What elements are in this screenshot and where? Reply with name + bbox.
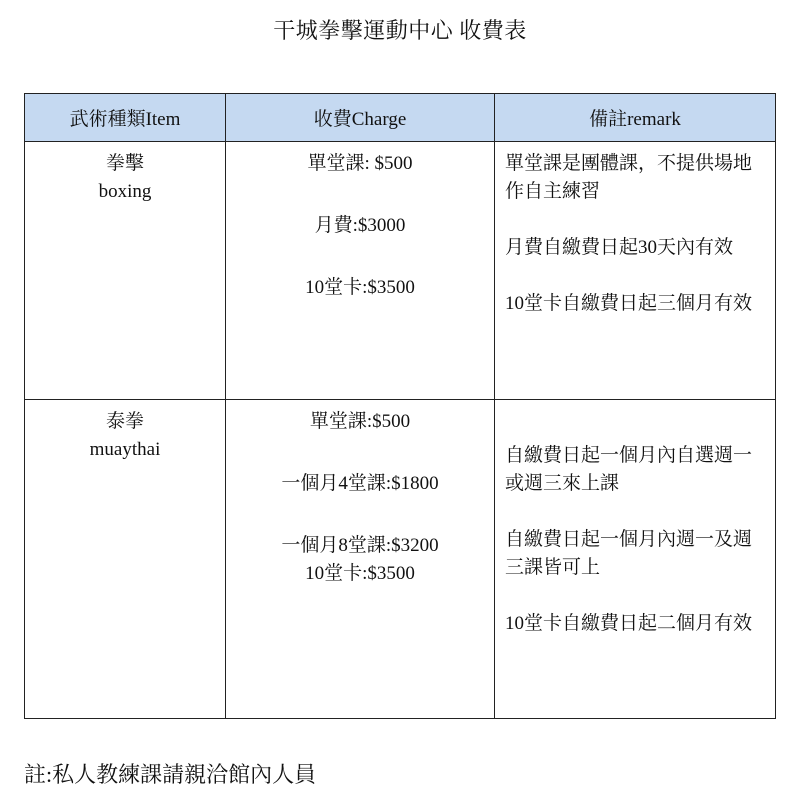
table-header-row (25, 94, 776, 142)
muaythai-charge-single: 單堂課:$500 (309, 411, 411, 432)
muaythai-remark-cell (495, 400, 776, 719)
muaythai-charge-cell (226, 400, 495, 719)
fee-table (24, 93, 776, 719)
muaythai-remark-8-classes: 自繳費日起一個月內週一及週三課皆可上 (505, 529, 753, 578)
table-row-muaythai (25, 400, 776, 719)
muaythai-item-zh: 泰拳 (105, 411, 144, 432)
footnote: 註:私人教練課請親洽館內人員 (24, 762, 317, 787)
muaythai-remark-10-pass: 10堂卡自繳費日起二個月有效 (505, 613, 753, 634)
boxing-charge-10-pass: 10堂卡:$3500 (305, 277, 415, 298)
table-row-boxing (25, 142, 776, 400)
muaythai-charge-8-classes: 一個月8堂課:$3200 (281, 535, 439, 556)
boxing-remark-monthly: 月費自繳費日起30天內有效 (505, 237, 734, 258)
muaythai-remark-4-classes: 自繳費日起一個月內自選週一或週三來上課 (505, 445, 753, 494)
header-item: 武術種類Item (25, 94, 226, 142)
muaythai-charge-10-pass: 10堂卡:$3500 (305, 563, 415, 584)
boxing-charge-cell (226, 142, 495, 400)
boxing-item-cell (25, 142, 226, 400)
boxing-item-en: boxing (98, 181, 152, 202)
page-title: 干城拳擊運動中心 收費表 (273, 18, 527, 43)
header-charge: 收費Charge (226, 94, 495, 142)
boxing-remark-single: 單堂課是團體課，不提供場地作自主練習 (505, 153, 753, 202)
muaythai-item-en: muaythai (89, 439, 161, 460)
header-remark: 備註remark (495, 94, 776, 142)
boxing-item-zh: 拳擊 (105, 153, 144, 174)
boxing-remark-10-pass: 10堂卡自繳費日起三個月有效 (505, 293, 753, 314)
muaythai-charge-4-classes: 一個月4堂課:$1800 (281, 473, 439, 494)
boxing-remark-cell (495, 142, 776, 400)
boxing-charge-monthly: 月費:$3000 (314, 215, 406, 236)
muaythai-item-cell (25, 400, 226, 719)
boxing-charge-single: 單堂課: $500 (307, 153, 413, 174)
